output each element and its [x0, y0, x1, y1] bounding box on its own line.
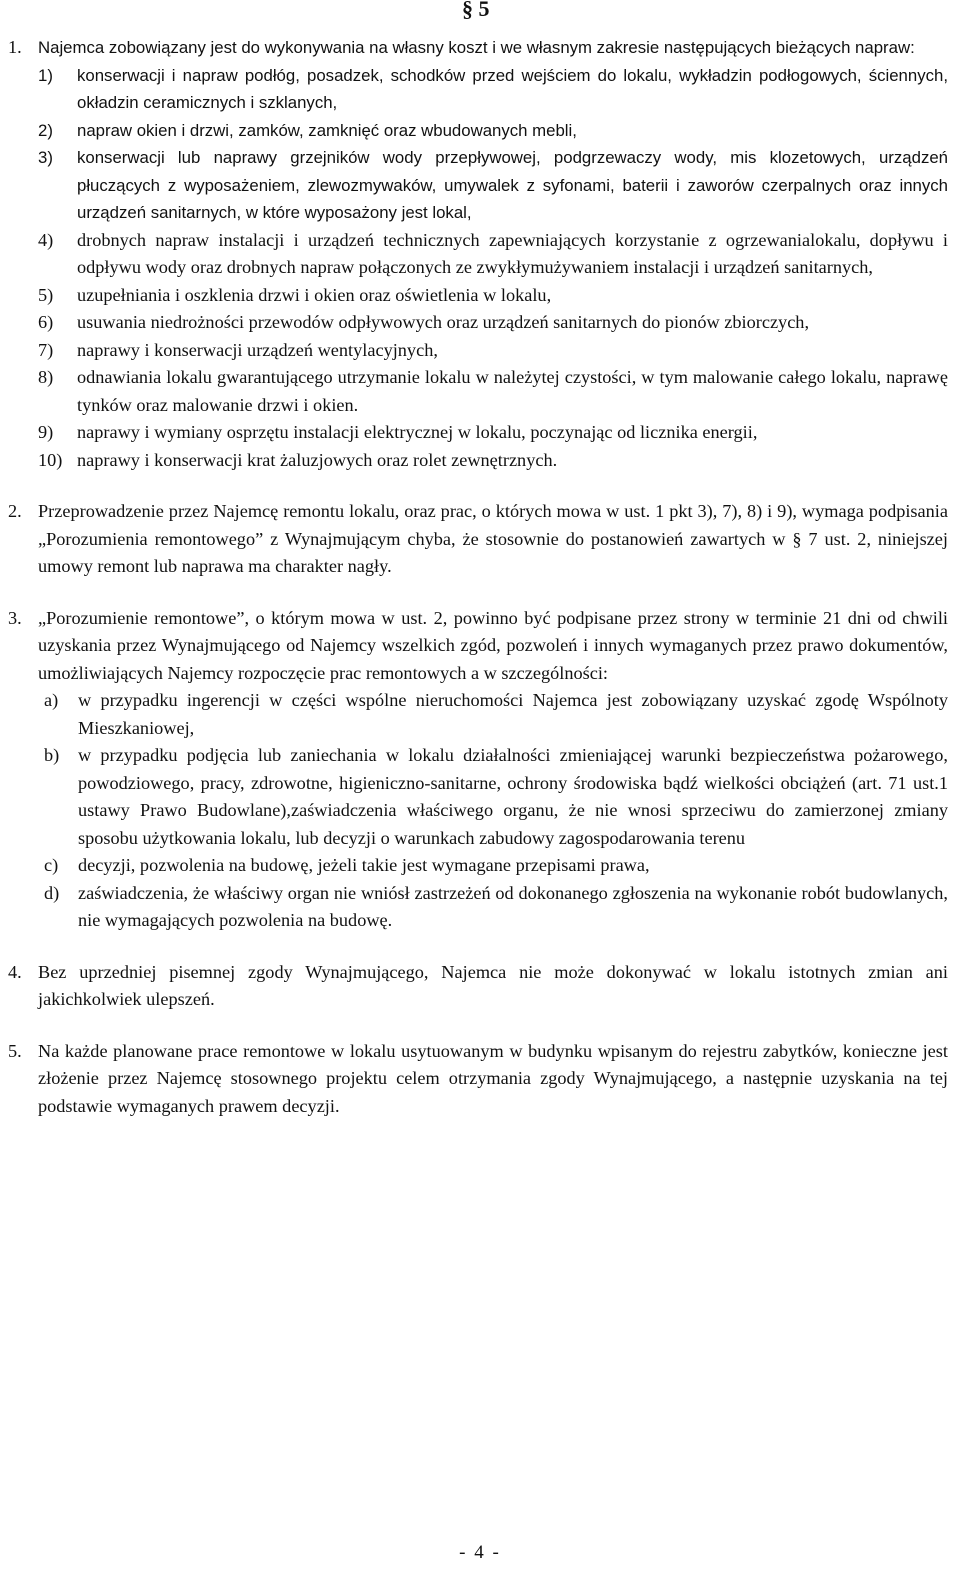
item-marker: b): [44, 745, 60, 765]
paragraph-2: [8, 498, 948, 581]
item-text: drobnych napraw instalacji i urządzeń technicznych zapewniających korzystanie z ogrzewanialokalu, dopływu i odpływu wody oraz drobnych napraw połączonych ze zwykłymużywaniem instalacji i urządzeń sanitarnych,: [77, 229, 948, 277]
section-heading: § 5: [462, 0, 490, 21]
item-text: usuwania niedrożności przewodów odpływowych oraz urządzeń sanitarnych do pionów zbiorczych,: [77, 312, 810, 332]
item-text: zaświadczenia, że właściwy organ nie wniósł zastrzeżeń od dokonanego zgłoszenia na wykonanie robót budowlanych, nie wymagających pozwolenia na budowę.: [78, 882, 948, 930]
item-marker: 3): [38, 148, 53, 167]
paragraph-text: Na każde planowane prace remontowe w lokalu usytuowanym w budynku wpisanym do rejestru zabytków, konieczne jest złożenie przez Najemcę stosownego projektu celem otrzymania zgody Wynajmującego, a następnie uzyskania na tej podstawie wymaganych prawem decyzji.: [38, 1040, 948, 1116]
list-item: [38, 117, 948, 145]
list-item: [38, 282, 948, 310]
paragraph-number: 2.: [8, 501, 22, 521]
list-item: [38, 144, 948, 227]
list-item: [38, 227, 948, 282]
paragraph-intro: „Porozumienie remontowe”, o którym mowa w ust. 2, powinno być podpisane przez strony w terminie 21 dni od chwili uzyskania przez Wynajmującego od Najemcy wszelkich zgód, pozwoleń i innych wymaganych przez prawo dokumentów, umożliwiających Najemcy rozpoczęcie prac remontowych a w szczególności:: [38, 607, 948, 683]
item-marker: 8): [38, 367, 54, 387]
item-text: decyzji, pozwolenia na budowę, jeżeli takie jest wymagane przepisami prawa,: [78, 855, 650, 875]
page-number: - 4 -: [459, 1542, 501, 1563]
item-marker: 5): [38, 284, 54, 305]
item-text: uzupełniania i oszklenia drzwi i okien oraz oświetlenia w lokalu,: [77, 284, 552, 305]
paragraph-4: [8, 959, 948, 1014]
paragraph-intro: Najemca zobowiązany jest do wykonywania na własny koszt i we własnym zakresie następujących bieżących napraw:: [38, 38, 915, 57]
list-item: [38, 880, 948, 935]
paragraph-text: Przeprowadzenie przez Najemcę remontu lokalu, oraz prac, o których mowa w ust. 1 pkt 3), 7), 8) i 9), wymaga podpisania „Porozumienia remontowego” z Wynajmującym chyba, że stosownie do postanowień zawartych w § 7 ust. 2, niniejszej umowy remont lub naprawa ma charakter nagły.: [38, 501, 948, 576]
paragraph-number: 5.: [8, 1040, 22, 1061]
paragraph-3: [8, 605, 948, 935]
list-item: [38, 419, 948, 447]
item-text: naprawy i konserwacji urządzeń wentylacyjnych,: [77, 339, 438, 360]
repair-list-continued: [38, 227, 948, 475]
item-marker: a): [44, 690, 59, 710]
item-marker: d): [44, 882, 60, 903]
item-text: konserwacji i napraw podłóg, posadzek, schodków przed wejściem do lokalu, wykładzin podłogowych, ściennych, okładzin ceramicznych i szklanych,: [77, 65, 948, 112]
paragraph-5: [8, 1038, 948, 1121]
permit-list: [38, 687, 948, 935]
paragraph-number: 1.: [8, 37, 22, 57]
item-text: w przypadku ingerencji w części wspólne nieruchomości Najemca jest zobowiązany uzyskać zgodę Wspólnoty Mieszkaniowej,: [78, 690, 948, 738]
list-item: [38, 687, 948, 742]
document-body: [8, 34, 948, 1120]
item-marker: 1): [38, 65, 53, 85]
item-marker: 6): [38, 312, 54, 332]
list-item: [38, 447, 948, 475]
list-item: [38, 309, 948, 337]
repair-list: [38, 62, 948, 227]
paragraph-1: [8, 34, 948, 474]
item-marker: 10): [38, 449, 63, 470]
item-text: naprawy i wymiany osprzętu instalacji elektrycznej w lokalu, poczynając od licznika energii,: [77, 422, 758, 442]
list-item: [38, 62, 948, 117]
list-item: [38, 364, 948, 419]
item-marker: 2): [38, 120, 53, 140]
item-text: odnawiania lokalu gwarantującego utrzymanie lokalu w należytej czystości, w tym malowanie całego lokalu, naprawę tynków oraz malowanie drzwi i okien.: [77, 367, 948, 415]
item-text: w przypadku podjęcia lub zaniechania w lokalu działalności zmieniającej warunki bezpieczeństwa pożarowego, powodziowego, pracy, zdrowotne, higieniczno-sanitarne, ochrony środowiska bądź wielkości obciążeń (art. 71 ust.1 ustawy Prawo Budowlane),zaświadczenia właściwego organu, że nie wnosi sprzeciwu do zamierzonej zmiany sposobu użytkowania lokalu, lub decyzji o warunkach zabudowy zagospodarowania terenu: [78, 745, 948, 848]
item-marker: 4): [38, 229, 54, 250]
paragraph-text: Bez uprzedniej pisemnej zgody Wynajmującego, Najemca nie może dokonywać w lokalu istotnych zmian ani jakichkolwiek ulepszeń.: [38, 961, 948, 1009]
item-text: naprawy i konserwacji krat żaluzjowych oraz rolet zewnętrznych.: [77, 449, 558, 470]
paragraph-number: 4.: [8, 961, 22, 982]
item-marker: 9): [38, 422, 54, 442]
item-marker: 7): [38, 339, 54, 360]
list-item: [38, 742, 948, 852]
item-marker: c): [44, 855, 59, 875]
paragraph-number: 3.: [8, 607, 22, 628]
item-text: napraw okien i drzwi, zamków, zamknięć oraz wbudowanych mebli,: [77, 120, 577, 140]
list-item: [38, 337, 948, 365]
list-item: [38, 852, 948, 880]
item-text: konserwacji lub naprawy grzejników wody przepływowej, podgrzewaczy wody, mis klozetowych, urządzeń płuczących z wyposażeniem, zlewozmywaków, umywalek z syfonami, baterii i zaworów czerpalnych oraz innych urządzeń sanitarnych, w które wyposażony jest lokal,: [77, 148, 948, 222]
